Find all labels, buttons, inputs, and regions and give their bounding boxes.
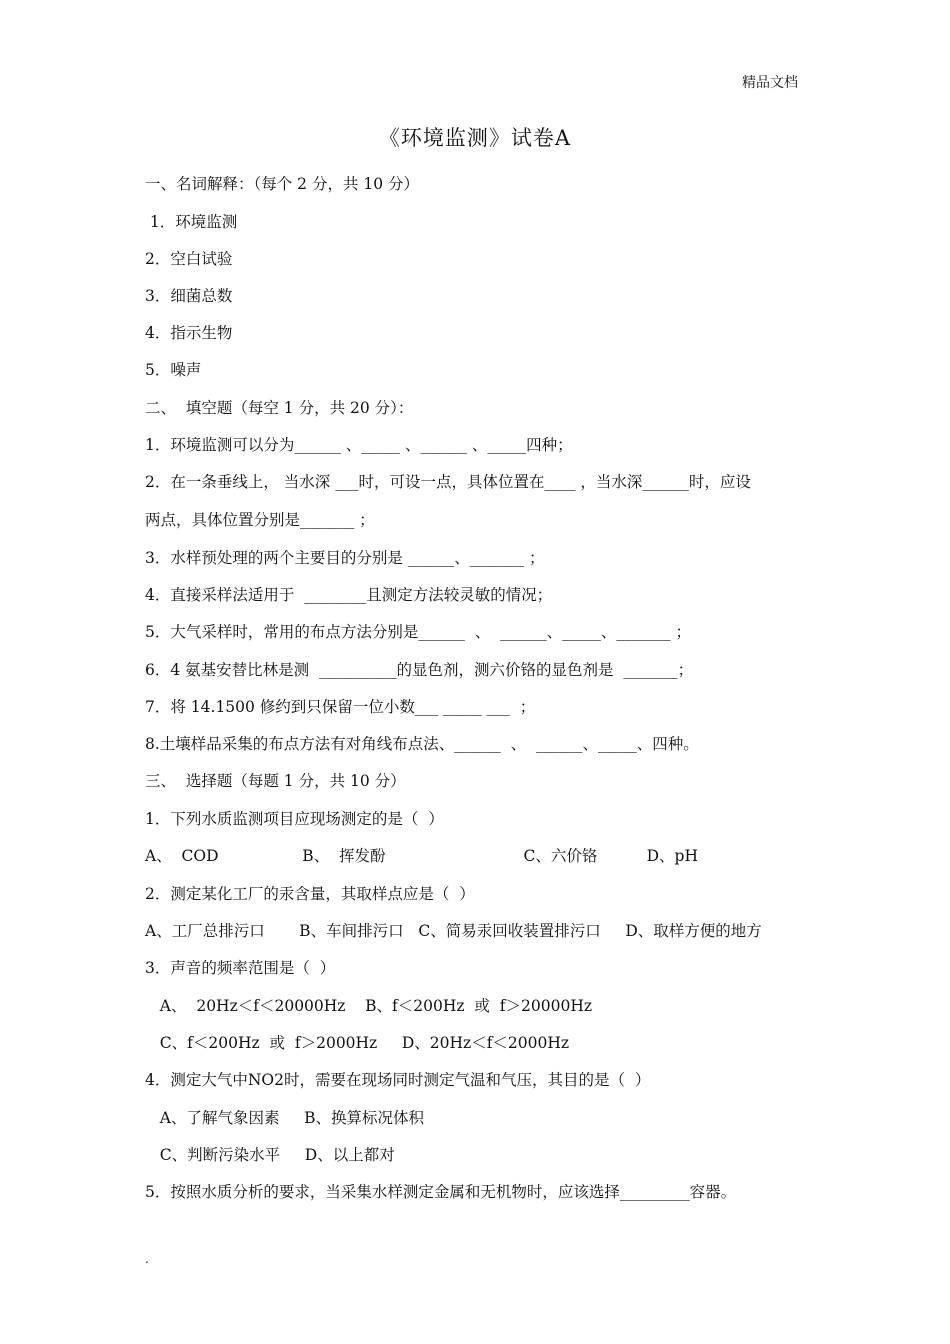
answer-options: A、 COD B、 挥发酚 C、六价铬 D、pH xyxy=(145,847,698,865)
question-line: 两点，具体位置分别是_______ ； xyxy=(145,511,375,529)
question-line: 1．下列水质监测项目应现场测定的是（ ） xyxy=(145,810,444,828)
question-line: 1．环境监测可以分为______ 、_____ 、______ 、_____四种； xyxy=(145,436,573,454)
section-1-heading: 一、名词解释：（每个 2 分，共 10 分） xyxy=(145,175,420,193)
question-line: 7．将 14.1500 修约到只保留一位小数___ _____ ___ ； xyxy=(145,698,536,716)
question-line: 5．按照水质分析的要求，当采集水样测定金属和无机物时，应该选择_________容器。 xyxy=(145,1183,737,1201)
section-3-heading: 三、 选择题（每题 1 分，共 10 分） xyxy=(145,772,406,790)
question-line: 8.土壤样品采集的布点方法有对角线布点法、______ 、 ______、_____、四种。 xyxy=(145,735,699,753)
section-2-heading: 二、 填空题（每空 1 分，共 20 分）： xyxy=(145,399,414,417)
question-line: 2．空白试验 xyxy=(145,250,233,268)
question-line: 2．在一条垂线上， 当水深 ___时，可设一点，具体位置在____ ，当水深______时，应设 xyxy=(145,473,751,491)
answer-options: C、判断污染水平 D、以上都对 xyxy=(145,1146,395,1164)
question-line: 4．指示生物 xyxy=(145,324,233,342)
question-line: 1．环境监测 xyxy=(145,213,238,231)
question-line: 3．细菌总数 xyxy=(145,287,233,305)
footer-dot: . xyxy=(145,1252,149,1266)
question-line: 2．测定某化工厂的汞含量，其取样点应是（ ） xyxy=(145,885,475,903)
page-header-label: 精品文档 xyxy=(742,75,798,91)
question-line: 3．声音的频率范围是（ ） xyxy=(145,959,336,977)
question-line: 5．噪声 xyxy=(145,361,202,379)
answer-options: A、工厂总排污口 B、车间排污口 C、简易汞回收装置排污口 D、取样方便的地方 xyxy=(145,922,762,940)
answer-options: C、f＜200Hz 或 f＞2000Hz D、20Hz＜f＜2000Hz xyxy=(145,1034,570,1052)
question-line: 4．直接采样法适用于 ________且测定方法较灵敏的情况； xyxy=(145,586,553,604)
answer-options: A、 20Hz＜f＜20000Hz B、f＜200Hz 或 f＞20000Hz xyxy=(145,997,593,1015)
question-line: 3．水样预处理的两个主要目的分别是 ______、_______ ； xyxy=(145,549,545,567)
question-line: 4．测定大气中NO2时，需要在现场同时测定气温和气压，其目的是（ ） xyxy=(145,1071,651,1089)
question-line: 6．4 氨基安替比林是测 __________的显色剂，测六价铬的显色剂是 _______； xyxy=(145,661,694,679)
answer-options: A、了解气象因素 B、换算标况体积 xyxy=(145,1109,425,1127)
question-line: 5．大气采样时，常用的布点方法分别是______ 、 ______、_____、_______ ； xyxy=(145,623,691,641)
page-title: 《环境监测》试卷A xyxy=(378,126,572,150)
